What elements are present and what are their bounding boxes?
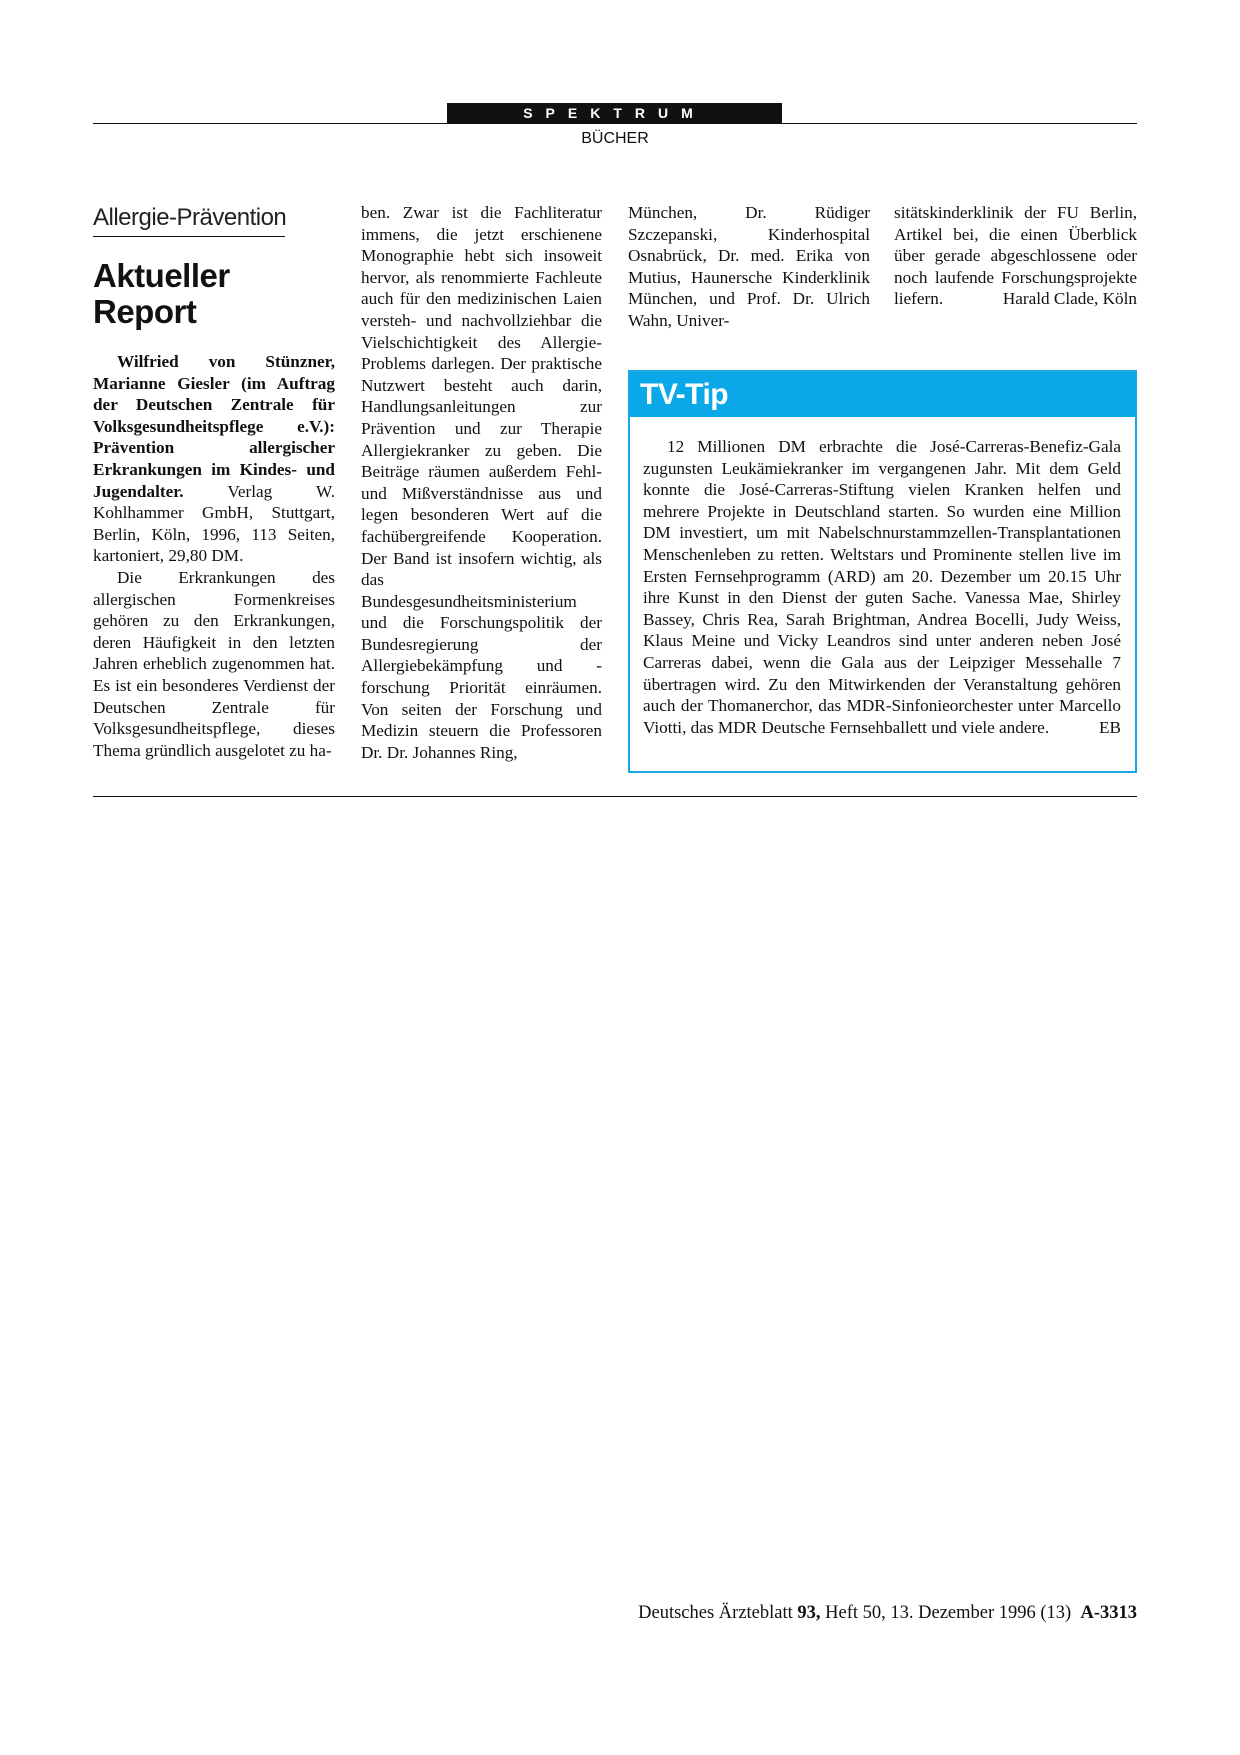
footer-volume: 93, <box>797 1603 821 1623</box>
section-bar: SPEKTRUM <box>447 103 782 124</box>
tv-tip-title: TV-Tip <box>640 378 729 411</box>
article-column-3 <box>628 202 870 332</box>
header-rule <box>93 123 1137 124</box>
article-body-1: Die Erkrankungen des allergischen Formenkreises gehören zu den Erkrankungen, deren Häufigkeit in den letzten Jahren erheblich zugenommen hat. Es ist ein besonderes Verdienst der Deutschen Zentrale für Volksgesundheitspflege, dieses Thema gründlich ausgelotet zu ha- <box>93 567 335 760</box>
footer-page: A-3313 <box>1080 1603 1137 1623</box>
article-kicker: Allergie-Prävention <box>93 204 287 231</box>
page-footer <box>638 1601 1137 1625</box>
article-headline: Aktueller Report <box>93 257 230 330</box>
article-body-4: sitätskinderklinik der FU Berlin, Artikel bei, die einen Überblick über gerade abgeschlossene oder noch laufende Forschungsprojekte liefern. <box>894 203 1137 309</box>
tv-tip-text: 12 Millionen DM erbrachte die José-Carreras-Benefiz-Gala zugunsten Leukämiekranker im vergangenen Jahr. Mit dem Geld konnte die José-Carreras-Stiftung vielen Kranken helfen und mehrere Projekte in Deutschland starten. So wurden eine Million DM investiert, um mit Nabelschnurstammzellen-Transplantationen Menschenleben zu retten. Weltstars und Prominente stellen live im Ersten Fernsehprogramm (ARD) am 20. Dezember um 20.15 Uhr ihre Kunst in den Dienst der guten Sache. Vanessa Mae, Shirley Bassey, Chris Rea, Sarah Brightman, Andrea Bocelli, Judy Weiss, Klaus Meine und Vicky Leandros sind unter anderen neben José Carreras dabei, wenn die Gala aus der Leipziger Messehalle 7 übertragen wird. Zu den Mitwirkenden der Veranstaltung gehören auch der Thomanerchor, das MDR-Sinfonieorchester unter Marcello Viotti, das MDR Deutsche Fernsehballett und viele andere. <box>643 437 1121 737</box>
article-column-2 <box>361 202 602 763</box>
article-body-3: München, Dr. Rüdiger Szczepanski, Kinderhospital Osnabrück, Dr. med. Erika von Mutius, Haunersche Kinderklinik München, und Prof. Dr. Ulrich Wahn, Univer- <box>628 203 870 330</box>
tv-tip-body <box>643 436 1121 738</box>
footer-journal: Deutsches Ärzteblatt <box>638 1603 793 1623</box>
subsection-label: BÜCHER <box>581 130 649 147</box>
footer-issue: Heft 50, 13. Dezember 1996 (13) <box>825 1603 1072 1623</box>
article-column-1 <box>93 351 335 761</box>
tv-tip-author: EB <box>1099 717 1121 737</box>
bibliography-details: Verlag W. Kohlhammer GmbH, Stuttgart, Berlin, Köln, 1996, 113 Seiten, kartoniert, 29,80 DM. <box>93 481 335 566</box>
bibliography-title: Wilfried von Stünzner, Marianne Giesler (im Auftrag der Deutschen Zentrale für Volksgesundheitspflege e.V.): Prävention allergischer Erkrankungen im Kindes- und Jugendalter. <box>93 352 335 501</box>
article-column-4 <box>894 202 1137 310</box>
kicker-underline <box>93 236 285 237</box>
article-body-2: ben. Zwar ist die Fachliteratur immens, die jetzt erschienene Monographie hebt sich insoweit hervor, als renommierte Fachleute auch für den medizinischen Laien versteh- und nachvollziehbar die Vielschichtigkeit des Allergie-Problems darlegen. Der praktische Nutzwert besteht auch darin, Handlungsanleitungen zur Prävention und zur Therapie Allergiekranker zu geben. Die Beiträge räumen außerdem Fehl- und Mißverständnisse aus und legen besonderen Wert auf die fachübergreifende Kooperation. Der Band ist insofern wichtig, als das Bundesgesundheitsministerium und die Forschungspolitik der Bundesregierung der Allergiebekämpfung und -forschung Priorität einräumen. Von seiten der Forschung und Medizin steuern die Professoren Dr. Dr. Johannes Ring, <box>361 203 602 762</box>
bottom-rule <box>93 796 1137 797</box>
article-author: Harald Clade, Köln <box>1002 289 1137 309</box>
